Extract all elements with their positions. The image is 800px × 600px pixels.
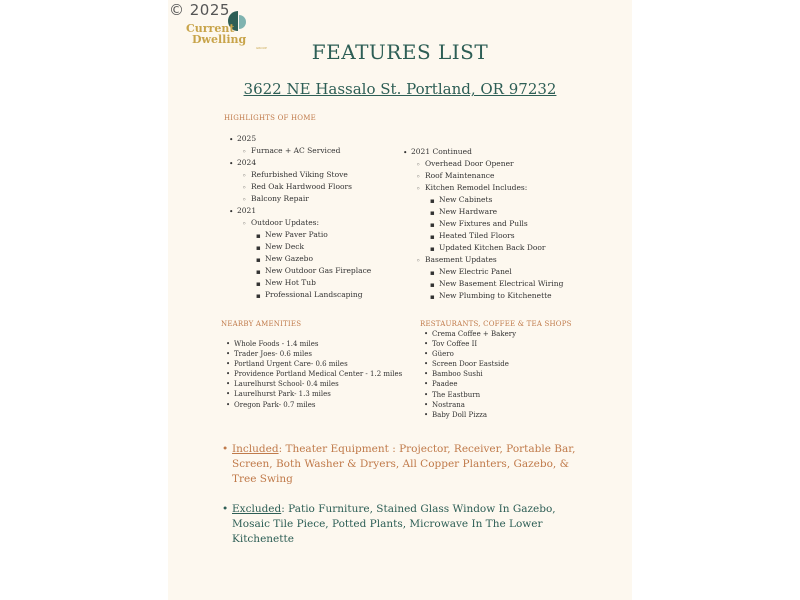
- list-item-text: ◦ Outdoor Updates:: [251, 218, 319, 227]
- list-item: • The Eastburn: [424, 390, 516, 400]
- list-item-text: • 2025: [237, 134, 256, 143]
- list-item: [403, 218, 563, 230]
- list-item: • Portland Urgent Care- 0.6 miles: [226, 359, 402, 369]
- list-item: [403, 194, 563, 206]
- list-item: [403, 278, 563, 290]
- list-item-text: • 2021 Continued: [411, 147, 472, 156]
- list-item: [403, 158, 563, 170]
- list-item: [403, 242, 563, 254]
- list-item-text: ▪ New Cabinets: [439, 195, 492, 204]
- list-item-text: ▪ New Deck: [265, 242, 304, 251]
- list-item-text: ▪ New Hardware: [439, 207, 497, 216]
- list-item: [403, 266, 563, 278]
- list-item-text: ▪ Updated Kitchen Back Door: [439, 243, 545, 252]
- excluded-text: : Patio Furniture, Stained Glass Window In Gazebo, Mosaic Tile Piece, Potted Plants, Microwave In The Lower Kitchenette: [232, 503, 556, 545]
- logo-text-dwelling: Dwelling: [192, 33, 247, 46]
- list-item: • Tov Coffee II: [424, 339, 516, 349]
- property-address: 3622 NE Hassalo St. Portland, OR 97232: [243, 80, 557, 98]
- list-item: • Baby Doll Pizza: [424, 410, 516, 420]
- logo-text-group: GROUP: [256, 46, 267, 50]
- list-item-text: ▪ New Plumbing to Kitchenette: [439, 291, 552, 300]
- list-item: • Laurelhurst Park- 1.3 miles: [226, 389, 402, 399]
- excluded-label: Excluded: [232, 503, 282, 515]
- list-item-text: ◦ Basement Updates: [425, 255, 497, 264]
- list-item-text: ▪ New Hot Tub: [265, 278, 316, 287]
- list-item-text: ▪ New Fixtures and Pulls: [439, 219, 528, 228]
- list-item: • Paadee: [424, 379, 516, 389]
- list-item: [229, 133, 371, 145]
- list-item-text: ▪ New Gazebo: [265, 254, 313, 263]
- included-label: Included: [232, 443, 279, 455]
- amenities-list: [226, 339, 402, 410]
- copyright-text: © 2025: [169, 1, 230, 19]
- list-item-text: ◦ Kitchen Remodel Includes:: [425, 183, 527, 192]
- list-item: [229, 169, 371, 181]
- list-item: [229, 157, 371, 169]
- list-item-text: ◦ Roof Maintenance: [425, 171, 494, 180]
- list-item-text: ◦ Overhead Door Opener: [425, 159, 514, 168]
- list-item-text: ▪ New Outdoor Gas Fireplace: [265, 266, 371, 275]
- list-item: [403, 182, 563, 194]
- list-item: [229, 241, 371, 253]
- list-item: [403, 290, 563, 302]
- list-item: • Providence Portland Medical Center - 1.2 miles: [226, 369, 402, 379]
- list-item: [229, 253, 371, 265]
- list-item: [403, 230, 563, 242]
- list-item: • Nostrana: [424, 400, 516, 410]
- excluded-section: [222, 502, 582, 547]
- included-section: [222, 442, 582, 487]
- list-item: [229, 229, 371, 241]
- list-item: [229, 217, 371, 229]
- list-item: [229, 289, 371, 301]
- list-item: • Bamboo Sushi: [424, 369, 516, 379]
- logo-text-current: Current: [186, 22, 235, 35]
- list-item-text: • 2021: [237, 206, 256, 215]
- list-item: [229, 193, 371, 205]
- list-item-text: ▪ New Paver Patio: [265, 230, 328, 239]
- restaurants-heading: RESTAURANTS, COFFEE & TEA SHOPS: [420, 320, 572, 328]
- list-item-text: ▪ Heated Tiled Floors: [439, 231, 515, 240]
- list-item-text: ◦ Refurbished Viking Stove: [251, 170, 348, 179]
- included-text: : Theater Equipment : Projector, Receiver, Portable Bar, Screen, Both Washer & Dryers, All Copper Planters, Gazebo, & Tree Swing: [232, 443, 576, 485]
- list-item: • Oregon Park- 0.7 miles: [226, 400, 402, 410]
- list-item-text: ▪ New Basement Electrical Wiring: [439, 279, 563, 288]
- list-item-text: ▪ Professional Landscaping: [265, 290, 363, 299]
- list-item: [229, 265, 371, 277]
- amenities-heading: NEARBY AMENITIES: [221, 320, 302, 328]
- list-item: [229, 205, 371, 217]
- list-item: [403, 254, 563, 266]
- list-item-text: • 2024: [237, 158, 256, 167]
- highlights-right-list: [403, 146, 563, 302]
- list-item-text: ◦ Furnace + AC Serviced: [251, 146, 340, 155]
- list-item: • Güero: [424, 349, 516, 359]
- highlights-heading: HIGHLIGHTS OF HOME: [224, 114, 316, 122]
- highlights-left-list: [229, 133, 371, 301]
- list-item: [403, 146, 563, 158]
- list-item-text: ◦ Red Oak Hardwood Floors: [251, 182, 352, 191]
- list-item-text: ◦ Balcony Repair: [251, 194, 309, 203]
- list-item: • Whole Foods - 1.4 miles: [226, 339, 402, 349]
- list-item: [229, 277, 371, 289]
- restaurants-list: [424, 329, 516, 420]
- bullet-icon: •: [222, 443, 229, 455]
- list-item: • Trader Joes- 0.6 miles: [226, 349, 402, 359]
- list-item: • Laurelhurst School- 0.4 miles: [226, 379, 402, 389]
- list-item: [403, 206, 563, 218]
- list-item: [229, 145, 371, 157]
- list-item: [403, 170, 563, 182]
- list-item: [229, 181, 371, 193]
- list-item-text: ▪ New Electric Panel: [439, 267, 512, 276]
- list-item: • Screen Door Eastside: [424, 359, 516, 369]
- page-title: FEATURES LIST: [311, 40, 489, 64]
- bullet-icon: •: [222, 503, 229, 515]
- list-item: • Crema Coffee + Bakery: [424, 329, 516, 339]
